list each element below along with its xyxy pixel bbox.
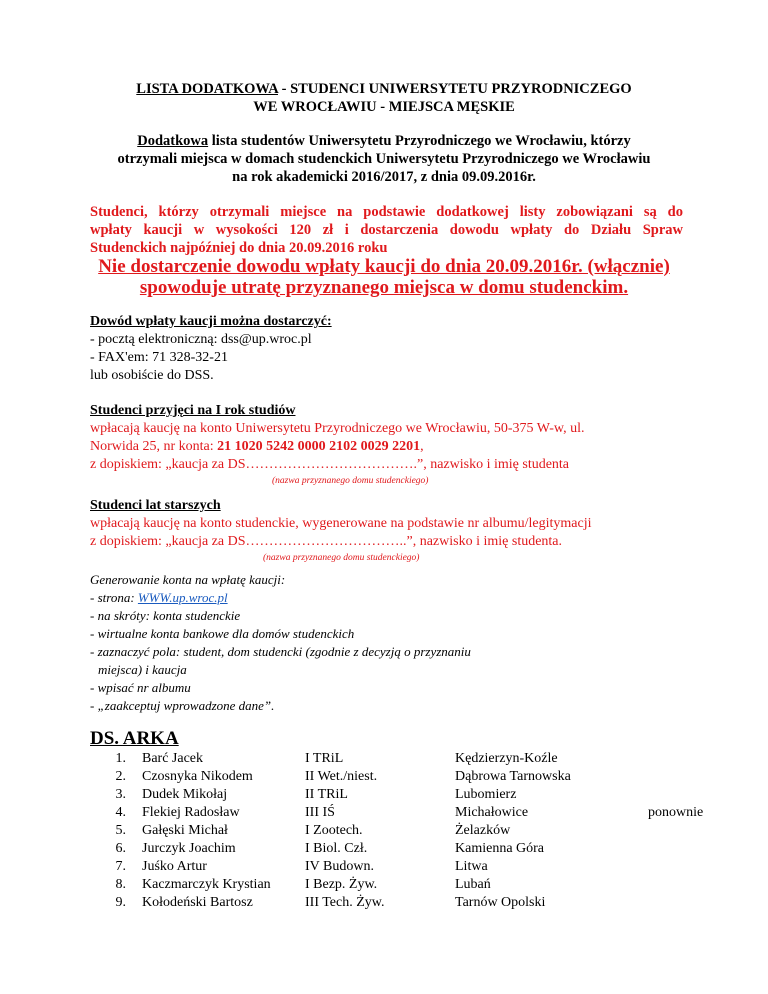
student-year: III Tech. Żyw. [305, 895, 385, 910]
generate-line8: - „zaakceptuj wprowadzone dane”. [90, 698, 275, 713]
document-title-line1 [0, 81, 768, 98]
title-rest: - STUDENCI UNIWERSYTETU PRZYRODNICZEGO [277, 81, 632, 97]
row-number: 9. [115, 895, 126, 910]
student-name: Gałęski Michał [142, 823, 228, 838]
senior-note: (nazwa przyznanego domu studenckiego) [263, 553, 420, 563]
delivery-personal: lub osobiście do DSS. [90, 368, 214, 383]
student-name: Juśko Artur [142, 859, 207, 874]
generate-line2 [90, 590, 228, 606]
intro-line1-rest: lista studentów Uniwersytetu Przyrodniczego we Wrocławiu, którzy [208, 133, 631, 149]
table-row [0, 769, 768, 787]
student-city: Lubomierz [455, 787, 517, 802]
first-year-line2-suffix: , [420, 439, 424, 454]
table-row [0, 895, 768, 913]
student-city: Lubań [455, 877, 491, 892]
table-row [0, 859, 768, 877]
table-row [0, 823, 768, 841]
generate-line4: - wirtualne konta bankowe dla domów studenckich [90, 626, 355, 641]
generate-line1: Generowanie konta na wpłatę kaucji: [90, 572, 286, 587]
document-title-line2: WE WROCŁAWIU - MIEJSCA MĘSKIE [253, 99, 515, 115]
student-name: Barć Jacek [142, 751, 204, 766]
dormitory-name: DS. ARKA [90, 728, 179, 749]
student-year: I TRiL [305, 751, 344, 766]
generate-line7: - wpisać nr albumu [90, 680, 191, 695]
row-number: 5. [115, 823, 126, 838]
student-name: Kołodeński Bartosz [142, 895, 253, 910]
senior-heading: Studenci lat starszych [90, 498, 221, 513]
student-name: Dudek Mikołaj [142, 787, 228, 802]
student-note: ponownie [648, 805, 704, 820]
student-year: I Biol. Czł. [305, 841, 368, 856]
student-name: Flekiej Radosław [142, 805, 240, 820]
table-row [0, 841, 768, 859]
table-row [0, 805, 768, 823]
intro-line1 [0, 133, 768, 150]
generate-line5: - zaznaczyć pola: student, dom studencki (zgodnie z decyzją o przyznaniu [90, 644, 471, 659]
table-row [0, 751, 768, 769]
website-link[interactable]: WWW.up.wroc.pl [137, 590, 228, 605]
row-number: 2. [115, 769, 126, 784]
intro-line2: otrzymali miejsca w domach studenckich Uniwersytetu Przyrodniczego we Wrocławiu [117, 151, 651, 167]
first-year-note: (nazwa przyznanego domu studenckiego) [272, 476, 429, 486]
generate-line3: - na skróty: konta studenckie [90, 608, 241, 623]
first-year-line2-prefix: Norwida 25, nr konta: [90, 439, 218, 454]
notice-line1: Studenci, którzy otrzymali miejsce na podstawie dodatkowej listy zobowiązani są do [90, 204, 683, 220]
senior-line2: z dopiskiem: „kaucja za DS……………………………..”, nazwisko i imię studenta. [90, 534, 563, 549]
student-name: Jurczyk Joachim [142, 841, 236, 856]
intro-underlined: Dodatkowa [137, 133, 209, 149]
first-year-line3: z dopiskiem: „kaucja za DS……………………………….”, nazwisko i imię studenta [90, 457, 570, 472]
row-number: 3. [115, 787, 126, 802]
first-year-line2 [90, 439, 424, 455]
table-row [0, 877, 768, 895]
student-year: IV Budown. [305, 859, 374, 874]
row-number: 4. [115, 805, 126, 820]
student-year: II Wet./niest. [305, 769, 378, 784]
row-number: 7. [115, 859, 126, 874]
student-name: Czosnyka Nikodem [142, 769, 253, 784]
row-number: 8. [115, 877, 126, 892]
title-underlined: LISTA DODATKOWA [136, 81, 278, 97]
notice-line3: Studenckich najpóźniej do dnia 20.09.2016 roku [90, 240, 388, 256]
row-number: 1. [115, 751, 126, 766]
student-city: Kędzierzyn-Koźle [455, 751, 558, 766]
intro-line3: na rok akademicki 2016/2017, z dnia 09.09.2016r. [232, 169, 536, 185]
student-year: III IŚ [305, 805, 335, 820]
delivery-heading: Dowód wpłaty kaucji można dostarczyć: [90, 314, 332, 329]
student-city: Dąbrowa Tarnowska [455, 769, 571, 784]
table-row [0, 787, 768, 805]
delivery-fax: - FAX'em: 71 328-32-21 [90, 350, 228, 365]
student-city: Michałowice [455, 805, 529, 820]
student-city: Żelazków [455, 823, 511, 838]
delivery-email: - pocztą elektroniczną: dss@up.wroc.pl [90, 332, 312, 347]
student-city: Kamienna Góra [455, 841, 545, 856]
notice-line2: wpłaty kaucji w wysokości 120 zł i dostarczenia dowodu wpłaty do Działu Spraw [90, 222, 683, 238]
student-year: I Bezp. Żyw. [305, 877, 378, 892]
row-number: 6. [115, 841, 126, 856]
generate-line2-prefix: - strona: [90, 590, 138, 605]
senior-line1: wpłacają kaucję na konto studenckie, wygenerowane na podstawie nr albumu/legitymacji [90, 516, 592, 531]
generate-line6: miejsca) i kaucja [98, 662, 187, 677]
student-year: II TRiL [305, 787, 348, 802]
student-year: I Zootech. [305, 823, 363, 838]
account-number: 21 1020 5242 0000 2102 0029 2201 [217, 439, 421, 454]
first-year-heading: Studenci przyjęci na I rok studiów [90, 403, 296, 418]
warning-line1: Nie dostarczenie dowodu wpłaty kaucji do dnia 20.09.2016r. (włącznie) [98, 256, 670, 277]
first-year-line1: wpłacają kaucję na konto Uniwersytetu Przyrodniczego we Wrocławiu, 50-375 W-w, ul. [90, 421, 585, 436]
student-city: Litwa [455, 859, 488, 874]
student-name: Kaczmarczyk Krystian [142, 877, 271, 892]
student-city: Tarnów Opolski [455, 895, 546, 910]
warning-line2: spowoduje utratę przyznanego miejsca w domu studenckim. [139, 277, 629, 298]
